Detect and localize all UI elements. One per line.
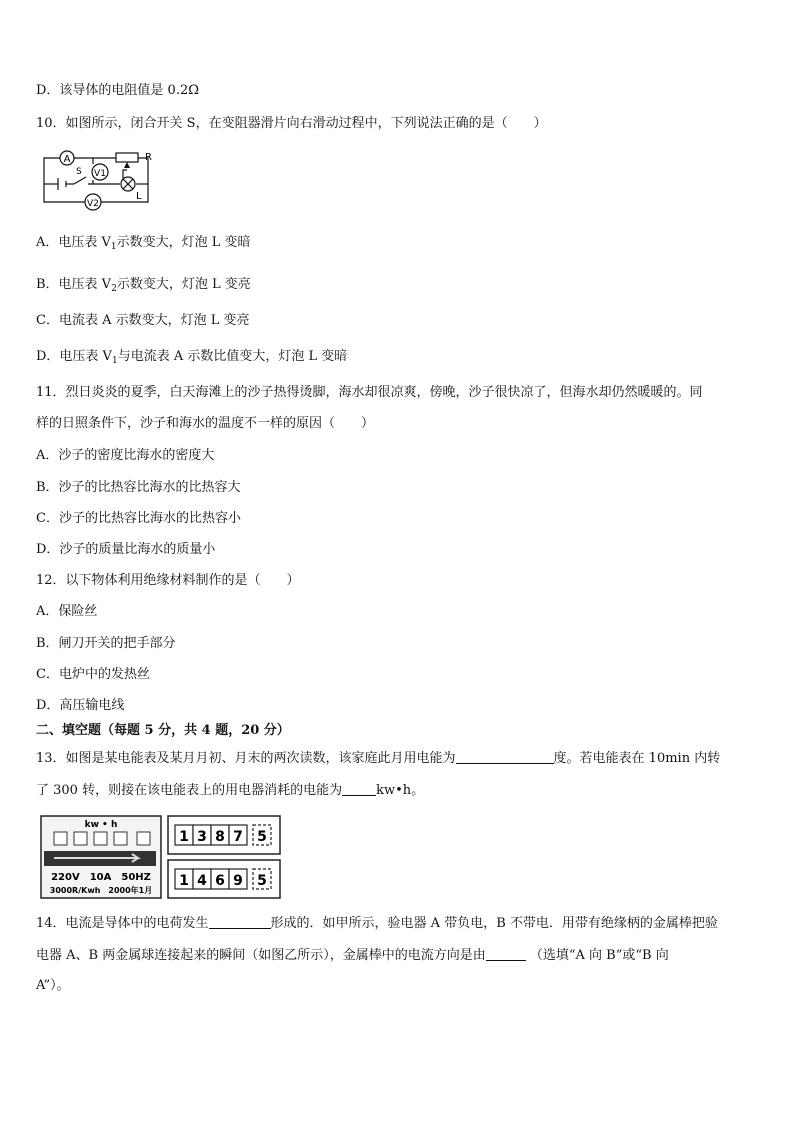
q10-option-c: C．电流表 A 示数变大，灯泡 L 变亮: [36, 313, 250, 328]
q12-option-d: D．高压输电线: [36, 698, 125, 713]
reading-end-digit: 4: [197, 873, 207, 889]
q14-answer-blank-2: [486, 946, 526, 961]
meter-digit-window: [137, 832, 150, 845]
q12-option-b: B．闸刀开关的把手部分: [36, 636, 176, 651]
reading-start-digit: 3: [197, 829, 207, 845]
q14-answer-blank-1: [209, 914, 271, 929]
ammeter-label: A: [63, 154, 71, 165]
reading-end-digit: 6: [215, 873, 225, 889]
q11-option-b: B．沙子的比热容比海水的比热容大: [36, 480, 241, 495]
switch-label: S: [76, 167, 82, 177]
reading-end-digit: 1: [179, 873, 189, 889]
rheostat-slider-arrow: [124, 162, 130, 168]
reading-start-digit: 7: [233, 829, 243, 845]
voltmeter2-label: V2: [87, 199, 99, 209]
reading-end-decimal-digit: 5: [257, 873, 267, 889]
q12-stem: 12．以下物体利用绝缘材料制作的是（ ）: [36, 573, 300, 588]
q11-stem-line2: 样的日照条件下，沙子和海水的温度不一样的原因（ ）: [36, 416, 375, 431]
q14-line2: 电器 A、B 两金属球连接起来的瞬间（如图乙所示），金属棒中的电流方向是由 （选填“A 向 B”或“B 向: [36, 948, 669, 963]
q10-stem: 10．如图所示，闭合开关 S，在变阻器滑片向右滑动过程中，下列说法正确的是（ ）: [36, 116, 547, 131]
q9-option-d: D．该导体的电阻值是 0.2Ω: [36, 83, 200, 98]
q13-line2: 了 300 转，则接在该电能表上的用电器消耗的电能为 kw•h。: [36, 783, 425, 798]
circuit-wire: [44, 184, 86, 202]
lamp-label: L: [136, 191, 142, 202]
q13-answer-blank-2: [342, 781, 376, 796]
q13-answer-blank-1: [456, 749, 554, 764]
circuit-diagram: [38, 144, 158, 212]
q14-line1: 14．电流是导体中的电荷发生 形成的．如甲所示，验电器 A 带负电，B 不带电．用带有绝缘柄的金属棒把验: [36, 916, 718, 931]
section-title-fill-in: 二、填空题（每题 5 分，共 4 题，20 分）: [36, 723, 290, 738]
rheostat-body: [116, 153, 138, 162]
meter-unit: kw • h: [84, 820, 118, 830]
rheostat-label: R: [145, 152, 152, 163]
reading-start-decimal-digit: 5: [257, 829, 267, 845]
meter-digit-window: [54, 832, 67, 845]
q11-option-c: C．沙子的比热容比海水的比热容小: [36, 511, 241, 526]
q10-option-d: D．电压表 $V_1$与电流表 A 示数比值变大，灯泡 L 变暗: [36, 349, 348, 366]
voltmeter1-label: V1: [94, 169, 106, 179]
q12-option-c: C．电炉中的发热丝: [36, 667, 150, 682]
reading-start-digit: 8: [215, 829, 225, 845]
q10-option-a: A．电压表 $V_1$示数变大，灯泡 L 变暗: [36, 235, 251, 252]
q11-stem-line1: 11．烈日炎炎的夏季，白天海滩上的沙子热得烫脚，海水却很凉爽，傍晚，沙子很快凉了，但海水却仍然暖暖的。同: [36, 385, 703, 400]
meter-digit-window: [114, 832, 127, 845]
q14-line3: A”）。: [36, 978, 70, 993]
energy-meter-figure: [40, 814, 282, 900]
q11-option-d: D．沙子的质量比海水的质量小: [36, 542, 216, 557]
switch-blade: [74, 177, 86, 184]
q12-option-a: A．保险丝: [36, 604, 98, 619]
meter-spec-line1: 220V 10A 50HZ: [51, 872, 151, 883]
q10-option-b: B．电压表 $V_2$示数变大，灯泡 L 变亮: [36, 277, 251, 294]
reading-end-digit: 9: [233, 873, 243, 889]
meter-digit-window: [94, 832, 107, 845]
q11-option-a: A．沙子的密度比海水的密度大: [36, 448, 215, 463]
meter-digit-window: [74, 832, 87, 845]
meter-spec-line2: 3000R/Kwh 2000年1月: [49, 886, 153, 895]
q13-line1: 13．如图是某电能表及某月月初、月末的两次读数，该家庭此月用电能为 度。若电能表在 10min 内转: [36, 751, 721, 766]
reading-start-digit: 1: [179, 829, 189, 845]
